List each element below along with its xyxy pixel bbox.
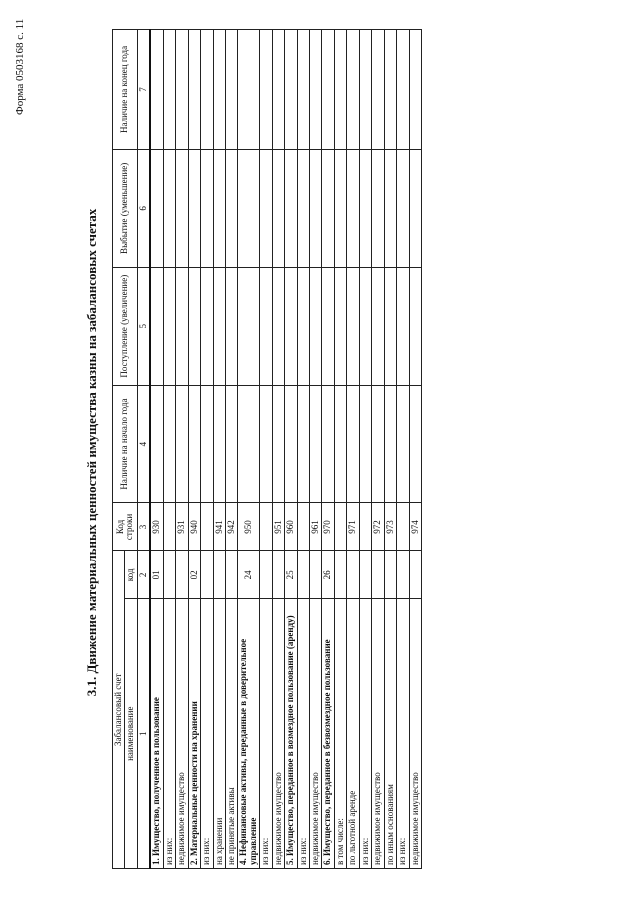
col-num: 5 [137, 267, 150, 385]
header-increase: Поступление (увеличение) [113, 267, 138, 385]
table-row [285, 30, 297, 869]
row-code [201, 551, 213, 599]
row-line-code: 951 [272, 503, 284, 551]
col-num: 3 [137, 503, 150, 551]
row-name: 1. Имущество, полученное в пользование [150, 599, 163, 869]
row-name: по иным основаниям [384, 599, 396, 869]
table-row [384, 30, 396, 869]
table-row [260, 30, 272, 869]
section-title: 3.1. Движение материальных ценностей имущества казны на забалансовых счетах [84, 208, 99, 697]
row-name: 4. Нефинансовые активы, переданные в доверительное управление [238, 599, 260, 869]
row-code [272, 551, 284, 599]
row-line-code: 950 [238, 503, 260, 551]
table-row [176, 30, 188, 869]
header-offbalance-account: Забалансовый счет [113, 551, 125, 869]
row-line-code [397, 503, 409, 551]
header-name: наименование [125, 599, 137, 869]
col-num: 4 [137, 385, 150, 503]
row-name: из них: [359, 599, 371, 869]
row-line-code [163, 503, 175, 551]
row-line-code [359, 503, 371, 551]
row-code [297, 551, 309, 599]
row-line-code [297, 503, 309, 551]
table-row [347, 30, 359, 869]
row-code [225, 551, 237, 599]
row-line-code [201, 503, 213, 551]
row-name: 2. Материальные ценности на хранении [188, 599, 200, 869]
row-name: не принятые активы [225, 599, 237, 869]
header-code: код [125, 551, 137, 599]
header-end: Наличие на конец года [113, 30, 138, 150]
row-code [372, 551, 384, 599]
table-row [322, 30, 334, 869]
table-row [359, 30, 371, 869]
col-num: 7 [137, 30, 150, 150]
row-code [397, 551, 409, 599]
row-code [409, 551, 421, 599]
table-row [150, 30, 163, 869]
header-decrease: Выбытие (уменьшение) [113, 149, 138, 267]
row-line-code: 931 [176, 503, 188, 551]
row-code [347, 551, 359, 599]
row-name: из них: [297, 599, 309, 869]
row-code [176, 551, 188, 599]
col-num: 2 [137, 551, 150, 599]
cell-begin [150, 385, 163, 503]
row-line-code: 930 [150, 503, 163, 551]
row-code: 25 [285, 551, 297, 599]
header-line-code: Код строки [113, 503, 138, 551]
table-row [397, 30, 409, 869]
cell-decrease [150, 149, 163, 267]
row-line-code: 972 [372, 503, 384, 551]
row-name: из них: [397, 599, 409, 869]
row-code [334, 551, 346, 599]
table-row [188, 30, 200, 869]
table-row [334, 30, 346, 869]
row-line-code: 961 [310, 503, 322, 551]
row-line-code [334, 503, 346, 551]
table-row [201, 30, 213, 869]
row-code [359, 551, 371, 599]
form-label: Форма 0503168 с. 11 [14, 18, 26, 115]
row-code [163, 551, 175, 599]
row-name: недвижимое имущество [176, 599, 188, 869]
row-name: недвижимое имущество [272, 599, 284, 869]
cell-increase [150, 267, 163, 385]
cell-end [150, 30, 163, 150]
row-code: 02 [188, 551, 200, 599]
row-name: недвижимое имущество [310, 599, 322, 869]
row-name: по льготной аренде [347, 599, 359, 869]
offbalance-movement-table [112, 29, 422, 869]
row-name: 5. Имущество, переданное в возмездное пользование (аренду) [285, 599, 297, 869]
row-code: 26 [322, 551, 334, 599]
row-line-code: 971 [347, 503, 359, 551]
row-line-code: 940 [188, 503, 200, 551]
table-row [409, 30, 421, 869]
row-line-code: 941 [213, 503, 225, 551]
row-name: недвижимое имущество [372, 599, 384, 869]
row-line-code [260, 503, 272, 551]
row-code [310, 551, 322, 599]
row-line-code: 973 [384, 503, 396, 551]
row-code [213, 551, 225, 599]
row-code [260, 551, 272, 599]
row-name: на хранении [213, 599, 225, 869]
table-row [372, 30, 384, 869]
table-row [163, 30, 175, 869]
table-row [297, 30, 309, 869]
row-code: 01 [150, 551, 163, 599]
row-code: 24 [238, 551, 260, 599]
table-row [310, 30, 322, 869]
header-begin: Наличие на начало года [113, 385, 138, 503]
row-name: недвижимое имущество [409, 599, 421, 869]
table-row [213, 30, 225, 869]
row-code [384, 551, 396, 599]
col-num: 1 [137, 599, 150, 869]
row-line-code: 960 [285, 503, 297, 551]
row-name: из них: [260, 599, 272, 869]
row-name: из них: [163, 599, 175, 869]
row-name: 6. Имущество, переданное в безвозмездное пользование [322, 599, 334, 869]
row-line-code: 942 [225, 503, 237, 551]
row-line-code: 970 [322, 503, 334, 551]
table-row [238, 30, 260, 869]
row-line-code: 974 [409, 503, 421, 551]
col-num: 6 [137, 149, 150, 267]
row-name: в том числе: [334, 599, 346, 869]
row-name: из них: [201, 599, 213, 869]
table-row [272, 30, 284, 869]
table-row [225, 30, 237, 869]
